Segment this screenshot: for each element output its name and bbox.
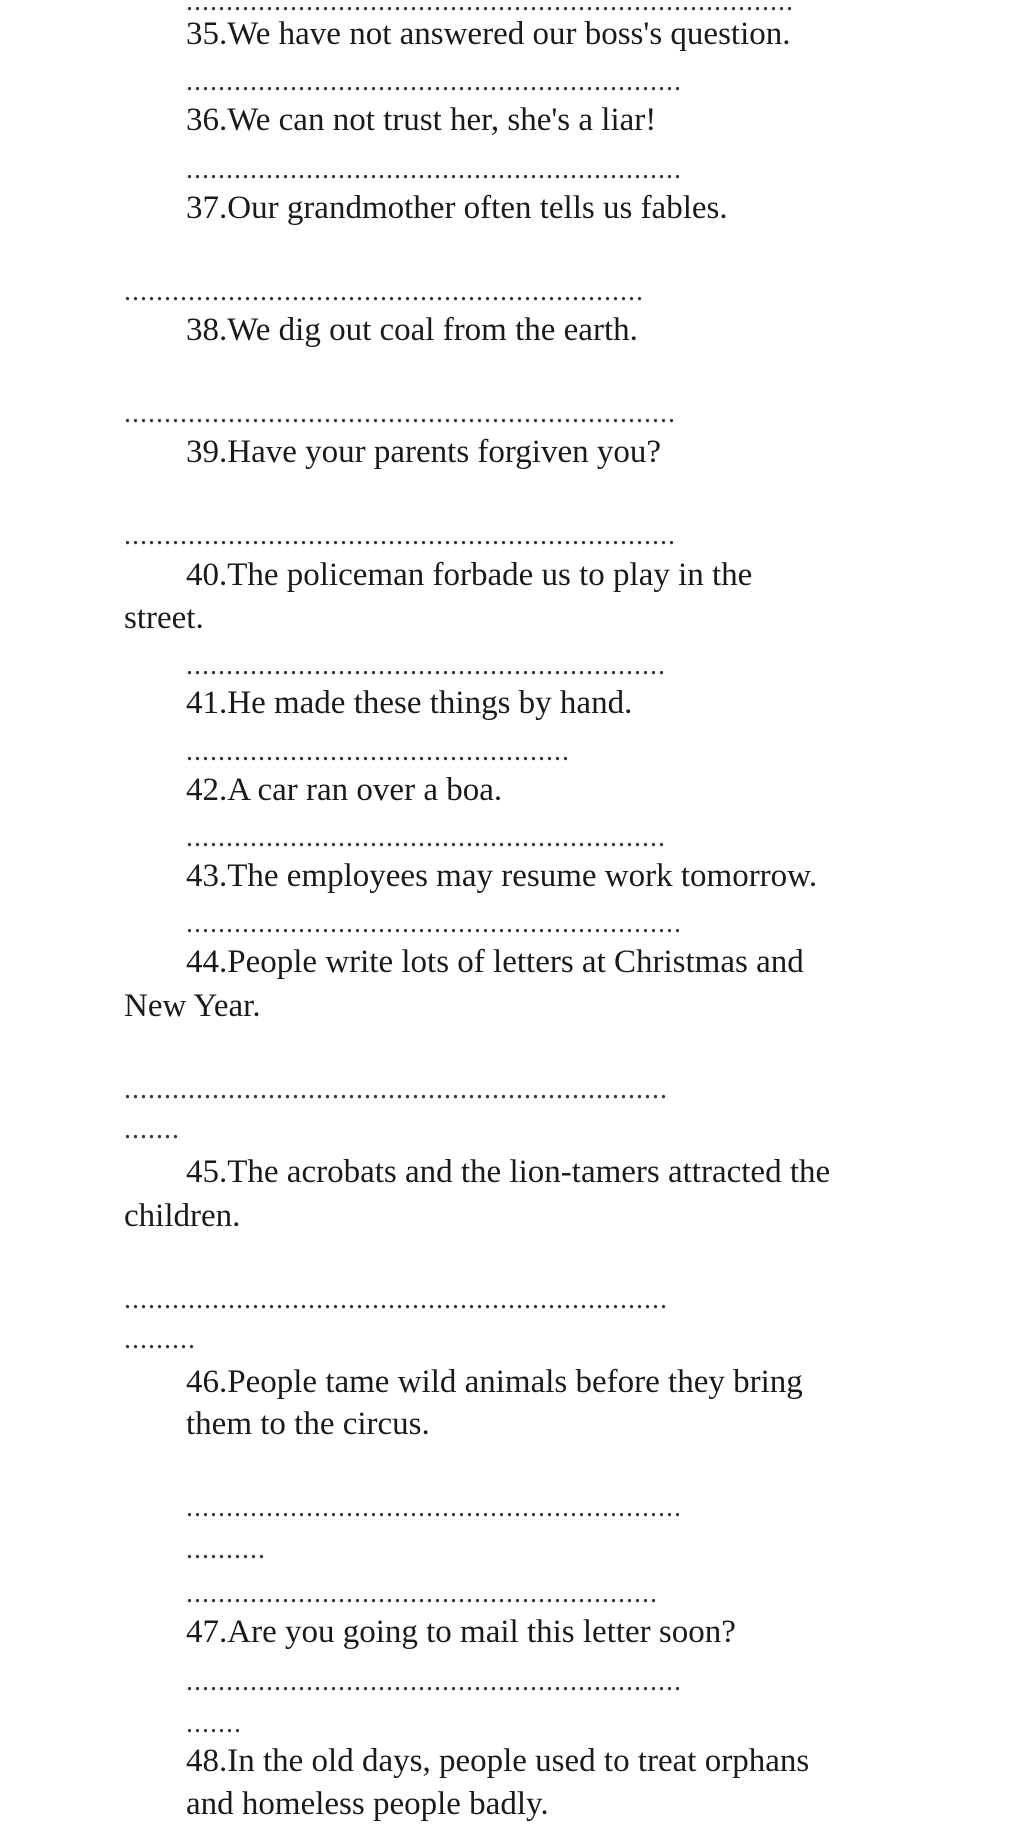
question-42: 42.A car ran over a boa.	[186, 772, 503, 808]
answer-line-46-extra[interactable]: ...........................................................	[186, 1584, 658, 1604]
answer-line-47-cont[interactable]: .......	[186, 1714, 242, 1734]
answer-line-47[interactable]: ..............................................................	[186, 1672, 682, 1692]
question-45: 45.The acrobats and the lion-tamers attracted the	[186, 1154, 831, 1190]
answer-line-46-cont[interactable]: ..........	[186, 1540, 266, 1560]
answer-line-35[interactable]: ..............................................................	[186, 72, 682, 92]
answer-line-44[interactable]: ....................................................................	[124, 1080, 668, 1100]
question-41: 41.He made these things by hand.	[186, 685, 633, 721]
answer-line-38[interactable]: .....................................................................	[124, 404, 676, 424]
question-44: 44.People write lots of letters at Christmas and	[186, 944, 804, 980]
answer-line-45[interactable]: ....................................................................	[124, 1290, 668, 1310]
answer-line	[186, 0, 856, 12]
answer-line-43[interactable]: ..............................................................	[186, 914, 682, 934]
question-35: 35.We have not answered our boss's question.	[186, 16, 791, 52]
question-37: 37.Our grandmother often tells us fables.	[186, 190, 728, 226]
answer-line-36[interactable]: ..............................................................	[186, 160, 682, 180]
answer-line-42[interactable]: ............................................................	[186, 828, 666, 848]
question-46-cont: them to the circus.	[186, 1406, 430, 1442]
answer-line-41[interactable]: ................................................	[186, 742, 570, 762]
question-48: 48.In the old days, people used to treat orphans	[186, 1743, 810, 1779]
question-43: 43.The employees may resume work tomorrow.	[186, 858, 818, 894]
answer-line-45-cont[interactable]: .........	[124, 1330, 196, 1350]
answer-line-37[interactable]: .................................................................	[124, 282, 644, 302]
answer-line-39[interactable]: .....................................................................	[124, 526, 676, 546]
question-47: 47.Are you going to mail this letter soon?	[186, 1614, 736, 1650]
question-38: 38.We dig out coal from the earth.	[186, 312, 638, 348]
question-44-cont: New Year.	[124, 988, 261, 1024]
question-48-cont: and homeless people badly.	[186, 1786, 549, 1822]
question-46: 46.People tame wild animals before they bring	[186, 1364, 803, 1400]
answer-line-44-cont[interactable]: .......	[124, 1120, 180, 1140]
question-36: 36.We can not trust her, she's a liar!	[186, 102, 657, 138]
answer-line-40[interactable]: ............................................................	[186, 656, 666, 676]
question-45-cont: children.	[124, 1198, 241, 1234]
question-40: 40.The policeman forbade us to play in the	[186, 557, 753, 593]
answer-line-46[interactable]: ..............................................................	[186, 1498, 682, 1518]
question-39: 39.Have your parents forgiven you?	[186, 434, 662, 470]
question-40-cont: street.	[124, 600, 204, 636]
